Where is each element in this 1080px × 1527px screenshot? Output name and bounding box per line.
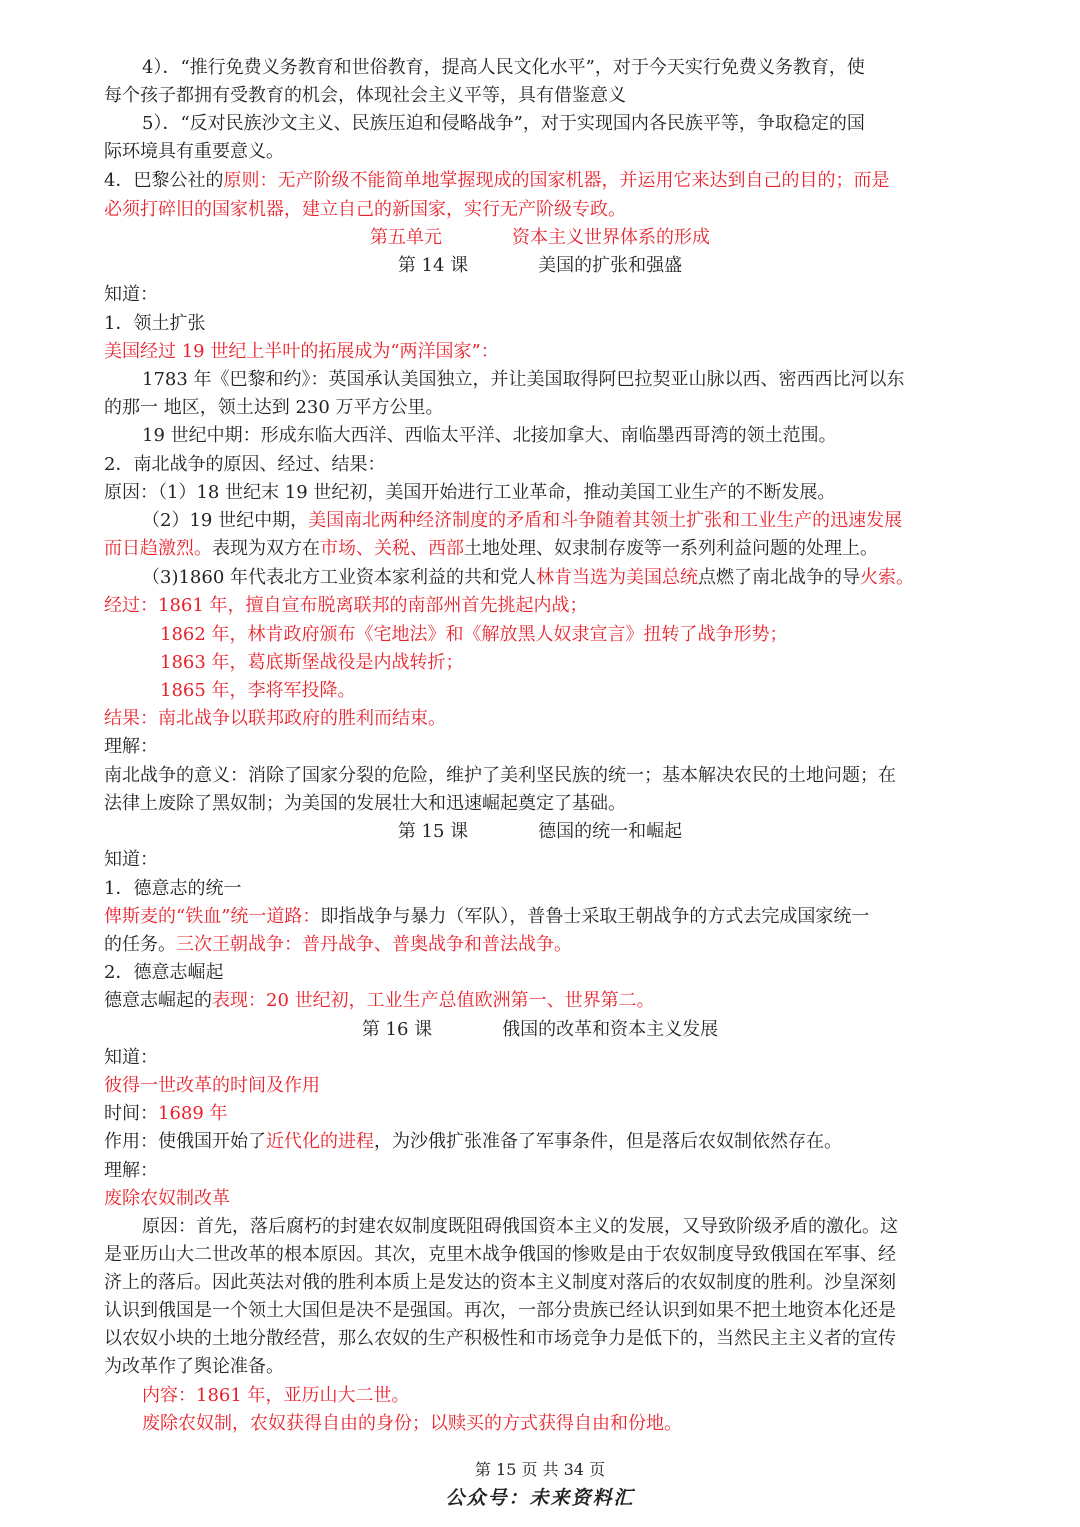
text-line: 废除农奴制改革 (104, 1188, 230, 1209)
highlight-span: 而日趋激烈。 (104, 538, 212, 559)
section-label: 理解： (104, 736, 158, 757)
highlight-span: 三次王朝战争：普丹战争、普奥战争和普法战争。 (176, 934, 572, 955)
highlight-span: 市场、关税、西部 (320, 538, 464, 559)
text-line: 每个孩子都拥有受教育的机会，体现社会主义平等，具有借鉴意义 (104, 85, 626, 106)
text-line: 认识到俄国是一个领土大国但是决不是强国。再次，一部分贵族已经认识到如果不把土地资本化还是 (104, 1300, 896, 1321)
text-line: 济上的落后。因此英法对俄的胜利本质上是发达的资本主义制度对落后的农奴制度的胜利。沙皇深刻 (104, 1272, 896, 1293)
text-line: 废除农奴制，农奴获得自由的身份；以赎买的方式获得自由和份地。 (142, 1413, 682, 1434)
text-line: 19 世纪中期：形成东临大西洋、西临太平洋、北接加拿大、南临墨西哥湾的领土范围。 (142, 425, 837, 446)
lesson-heading (0, 252, 1080, 280)
text-span: 时间： (104, 1103, 158, 1124)
section-label: 知道： (104, 1047, 158, 1068)
highlight-span: 林肯当选为美国总统 (536, 567, 699, 588)
lesson-title: 美国的扩张和强盛 (538, 255, 683, 276)
text-span: （2）19 世纪中期， (142, 510, 309, 531)
section-label: 知道： (104, 849, 158, 870)
text-line: 原因：首先，落后腐朽的封建农奴制度既阻碍俄国资本主义的发展，又导致阶级矛盾的激化。这 (142, 1216, 898, 1237)
lesson-title: 德国的统一和崛起 (538, 821, 683, 842)
text-line (104, 1128, 984, 1156)
text-span: 点燃了南北战争的导 (698, 567, 861, 588)
text-span: 土地处理、奴隶制存废等一系列利益问题的处理上。 (464, 538, 878, 559)
highlight-span: 表现：20 世纪初，工业生产总值欧洲第一、世界第二。 (212, 990, 655, 1011)
text-line (104, 535, 984, 563)
text-span: （3)1860 年代表北方工业资本家利益的共和党人 (142, 567, 537, 588)
text-span: 的任务。 (104, 934, 176, 955)
lesson-heading (0, 818, 1080, 846)
section-heading: 1．德意志的统一 (104, 878, 242, 899)
text-line: 际环境具有重要意义。 (104, 141, 284, 162)
highlight-span: 俾斯麦的“铁血”统一道路： (104, 906, 321, 927)
unit-number: 第五单元 (370, 227, 442, 248)
text-line: 美国经过 19 世纪上半叶的拓展成为“两洋国家”： (104, 341, 499, 362)
text-line: 原因：（1）18 世纪末 19 世纪初，美国开始进行工业革命，推动美国工业生产的不断发展。 (104, 482, 836, 503)
text-line: 为改革作了舆论准备。 (104, 1356, 284, 1377)
lesson-number: 第 14 课 (397, 255, 469, 276)
text-line: 4）．“推行免费义务教育和世俗教育，提高人民文化水平”，对于今天实行免费义务教育，使 (142, 57, 865, 78)
text-line (142, 564, 1022, 592)
text-line: 南北战争的意义：消除了国家分裂的危险，维护了美利坚民族的统一；基本解决农民的土地问题；在 (104, 765, 896, 786)
section-heading: 2．德意志崛起 (104, 962, 224, 983)
text-line (104, 1100, 984, 1128)
lesson-number: 第 16 课 (361, 1019, 433, 1040)
text-line: 结果：南北战争以联邦政府的胜利而结束。 (104, 708, 446, 729)
lesson-heading (0, 1016, 1080, 1044)
text-line: 必须打碎旧的国家机器，建立自己的新国家，实行无产阶级专政。 (104, 199, 626, 220)
text-span: 表现为双方在 (212, 538, 320, 559)
text-line: 1862 年，林肯政府颁布《宅地法》和《解放黑人奴隶宣言》扭转了战争形势； (160, 624, 788, 645)
highlight-span: 近代化的进程 (266, 1131, 374, 1152)
unit-heading (0, 224, 1080, 252)
text-span: 4．巴黎公社的 (104, 170, 224, 191)
section-heading: 2．南北战争的原因、经过、结果： (104, 454, 386, 475)
section-label: 知道： (104, 284, 158, 305)
text-span: ，为沙俄扩张准备了军事条件，但是落后农奴制依然存在。 (374, 1131, 842, 1152)
text-line: 的那一 地区，领土达到 230 万平方公里。 (104, 397, 444, 418)
section-heading: 1．领土扩张 (104, 313, 206, 334)
lesson-number: 第 15 课 (397, 821, 469, 842)
text-span: 德意志崛起的 (104, 990, 212, 1011)
unit-title: 资本主义世界体系的形成 (512, 227, 710, 248)
highlight-span: 美国南北两种经济制度的矛盾和斗争随着其领土扩张和工业生产的迅速发展 (308, 510, 903, 531)
text-line (104, 931, 984, 959)
text-line: 1783 年《巴黎和约》：英国承认美国独立，并让美国取得阿巴拉契亚山脉以西、密西西比河以东 (142, 369, 905, 390)
text-line (104, 987, 984, 1015)
text-line (104, 167, 984, 195)
text-line: 是亚历山大二世改革的根本原因。其次，克里木战争俄国的惨败是由于农奴制度导致俄国在军事、经 (104, 1244, 896, 1265)
text-line: 内容：1861 年，亚历山大二世。 (142, 1385, 410, 1406)
text-line: 1863 年，葛底斯堡战役是内战转折； (160, 652, 464, 673)
text-line (104, 903, 984, 931)
text-line: 5）．“反对民族沙文主义、民族压迫和侵略战争”，对于实现国内各民族平等，争取稳定的国 (142, 113, 865, 134)
text-span: 作用：使俄国开始了 (104, 1131, 266, 1152)
text-line (142, 507, 1022, 535)
text-line: 以农奴小块的土地分散经营，那么农奴的生产积极性和市场竞争力是低下的，当然民主主义者的宣传 (104, 1328, 896, 1349)
lesson-title: 俄国的改革和资本主义发展 (502, 1019, 719, 1040)
section-label: 理解： (104, 1160, 158, 1181)
page-number: 第 15 页 共 34 页 (474, 1460, 606, 1479)
highlight-span: 1689 年 (158, 1103, 228, 1124)
text-line: 彼得一世改革的时间及作用 (104, 1075, 320, 1096)
text-line: 经过：1861 年，擅自宣布脱离联邦的南部州首先挑起内战； (104, 595, 588, 616)
brand-footer: 公众号：未来资料汇 (445, 1487, 635, 1509)
highlight-span: 火索。 (860, 567, 915, 588)
text-line: 1865 年，李将军投降。 (160, 680, 356, 701)
highlight-span: 原则：无产阶级不能简单地掌握现成的国家机器，并运用它来达到自己的目的；而是 (223, 170, 890, 191)
text-line: 法律上废除了黑奴制；为美国的发展壮大和迅速崛起奠定了基础。 (104, 793, 626, 814)
text-span: 即指战争与暴力（军队），普鲁士采取王朝战争的方式去完成国家统一 (320, 906, 870, 927)
